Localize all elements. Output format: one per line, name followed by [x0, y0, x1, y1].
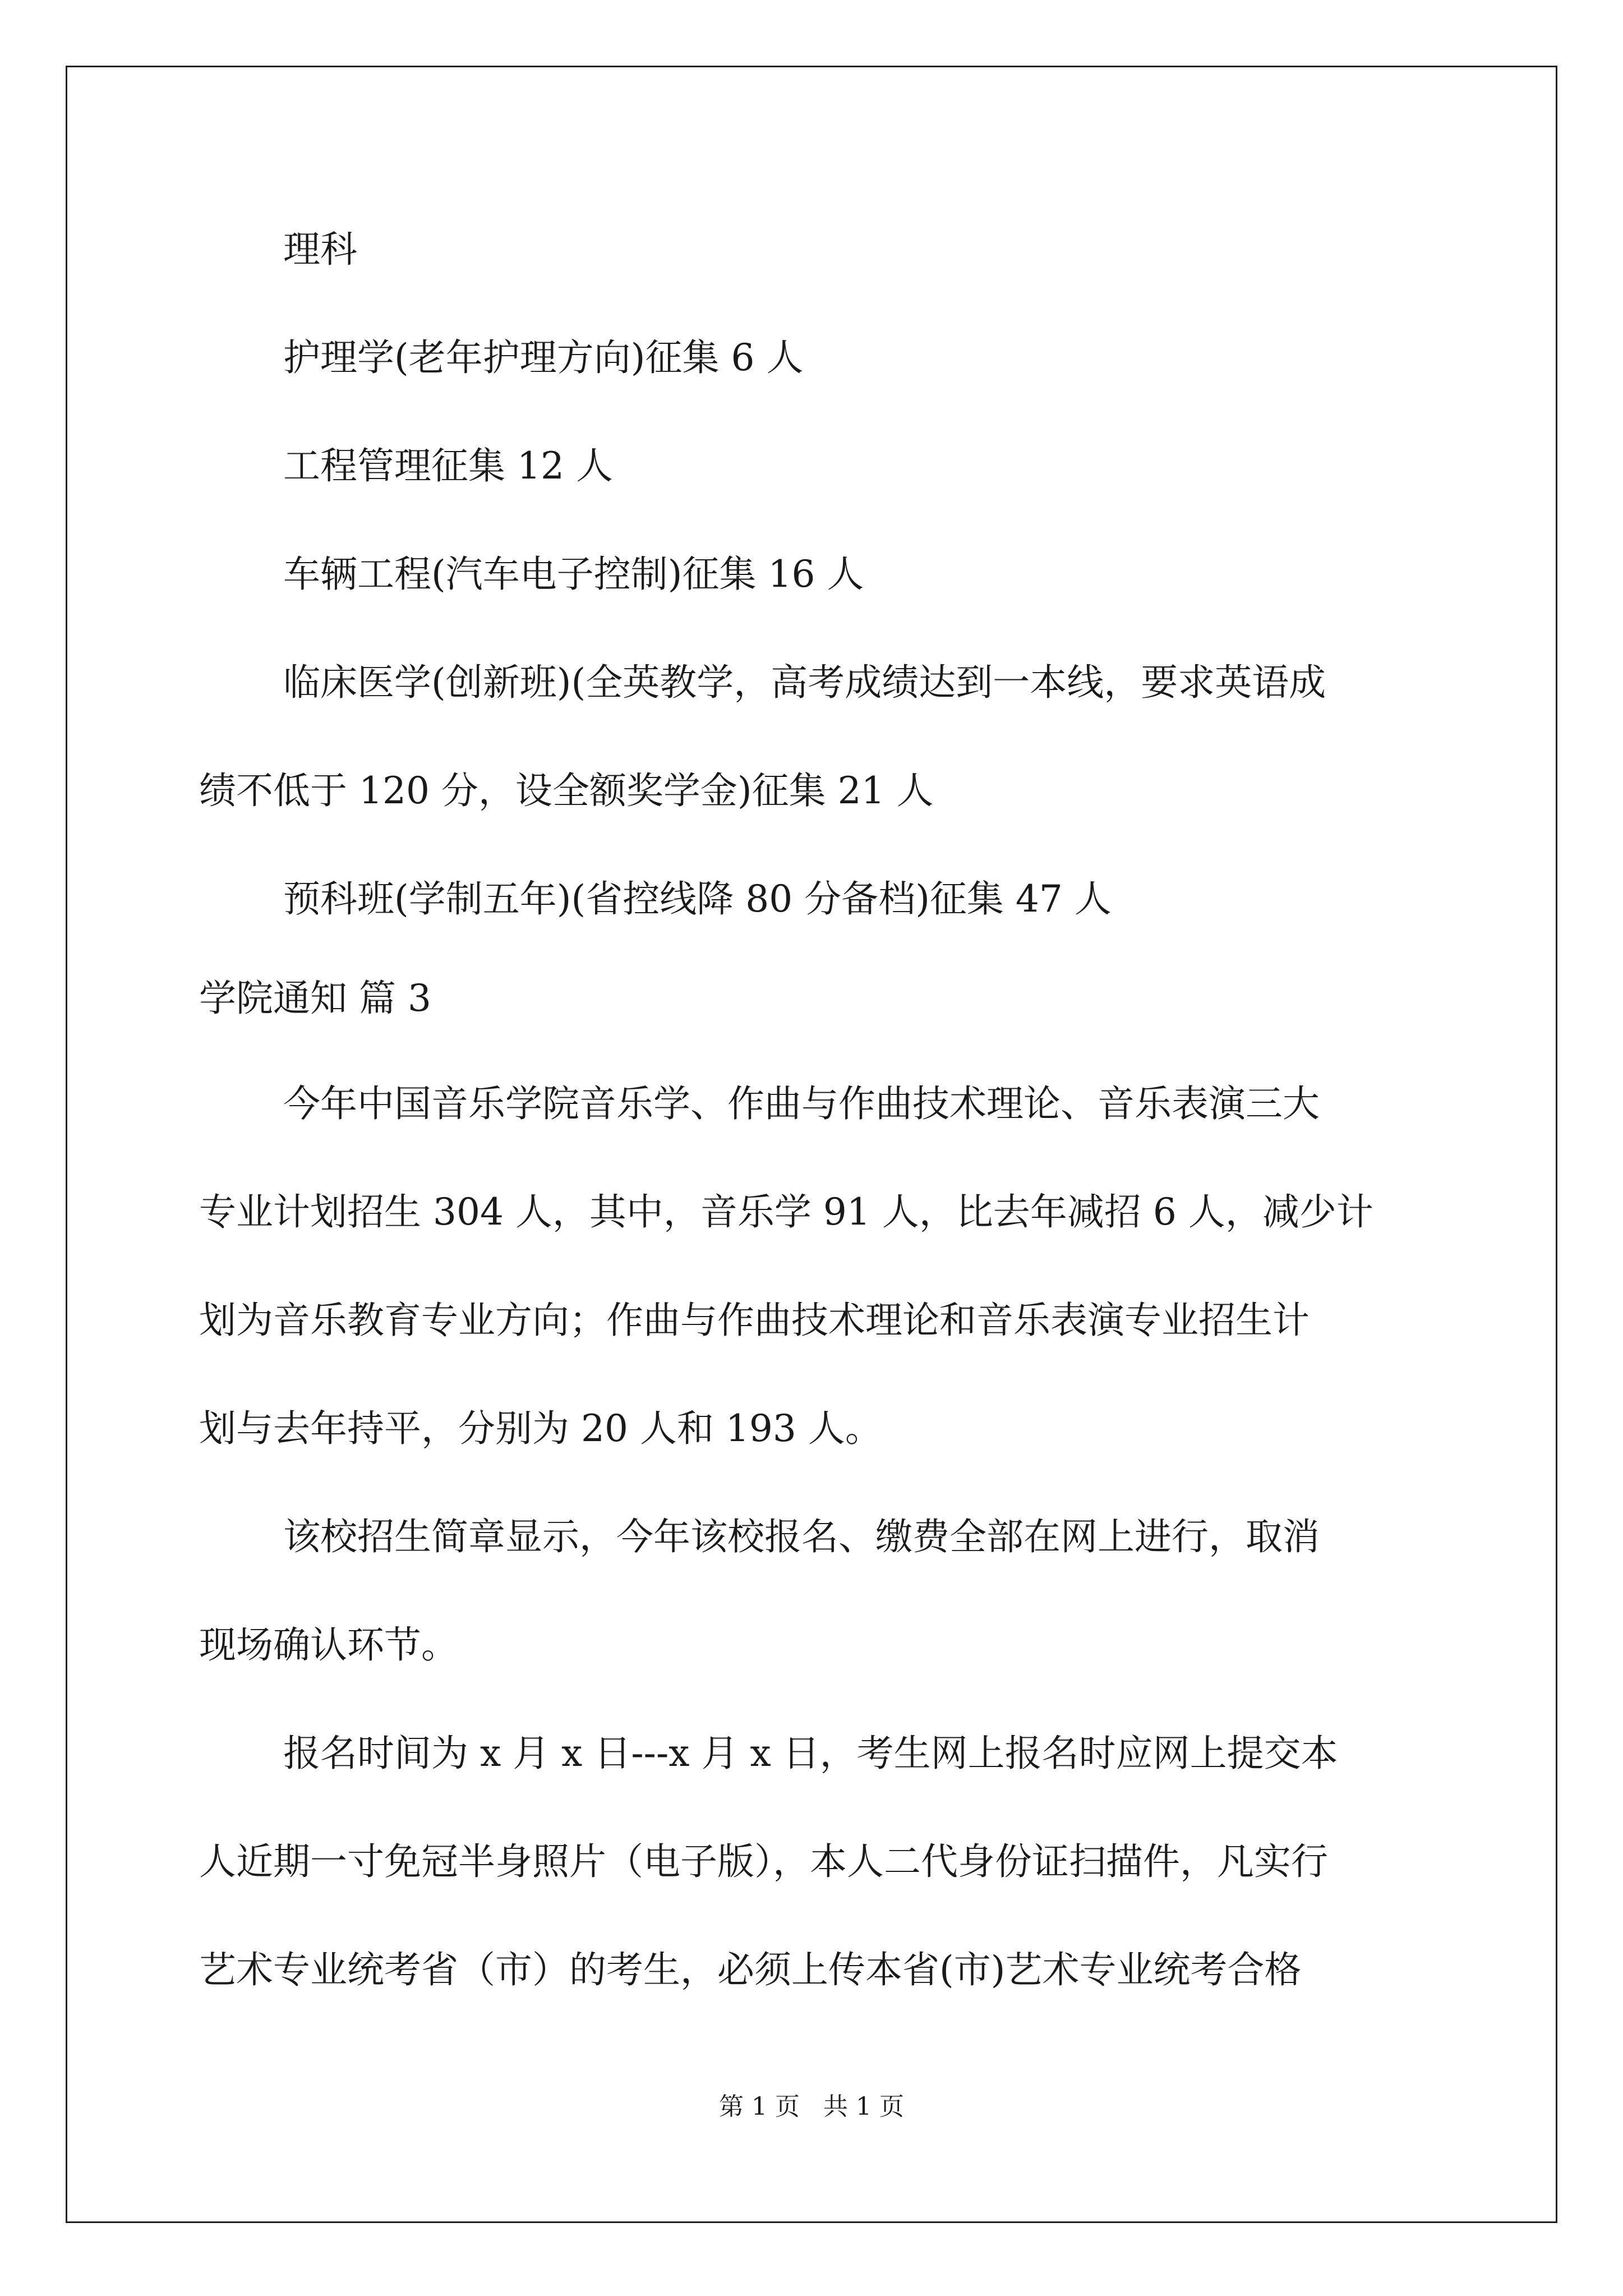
section-label: 理科 [283, 228, 357, 271]
paragraph-line: 专业计划招生 304 人，其中，音乐学 91 人，比去年减招 6 人，减少计 [199, 1190, 1373, 1234]
paragraph-line: 护理学(老年护理方向)征集 6 人 [283, 336, 804, 379]
paragraph-line: 临床医学(创新班)(全英教学，高考成绩达到一本线，要求英语成 [283, 661, 1326, 704]
paragraph-line: 划为音乐教育专业方向；作曲与作曲技术理论和音乐表演专业招生计 [199, 1299, 1310, 1342]
paragraph-line: 划与去年持平，分别为 20 人和 193 人。 [199, 1407, 882, 1450]
paragraph-line: 绩不低于 120 分，设全额奖学金)征集 21 人 [199, 769, 934, 812]
paragraph-line: 车辆工程(汽车电子控制)征集 16 人 [283, 553, 864, 596]
page-border [66, 66, 1557, 2223]
section-heading: 学院通知 篇 3 [199, 977, 431, 1020]
paragraph-line: 预科班(学制五年)(省控线降 80 分备档)征集 47 人 [283, 877, 1112, 921]
paragraph-line: 艺术专业统考省（市）的考生，必须上传本省(市)艺术专业统考合格 [199, 1948, 1302, 1991]
page-footer: 第 1 页 共 1 页 [719, 2092, 904, 2121]
paragraph-line: 工程管理征集 12 人 [283, 444, 613, 487]
paragraph-line: 现场确认环节。 [199, 1623, 458, 1667]
paragraph-line: 报名时间为 x 月 x 日---x 月 x 日，考生网上报名时应网上提交本 [283, 1732, 1338, 1775]
paragraph-line: 人近期一寸免冠半身照片（电子版），本人二代身份证扫描件，凡实行 [199, 1840, 1328, 1883]
paragraph-line: 今年中国音乐学院音乐学、作曲与作曲技术理论、音乐表演三大 [283, 1082, 1320, 1125]
paragraph-line: 该校招生简章显示，今年该校报名、缴费全部在网上进行，取消 [283, 1515, 1320, 1558]
